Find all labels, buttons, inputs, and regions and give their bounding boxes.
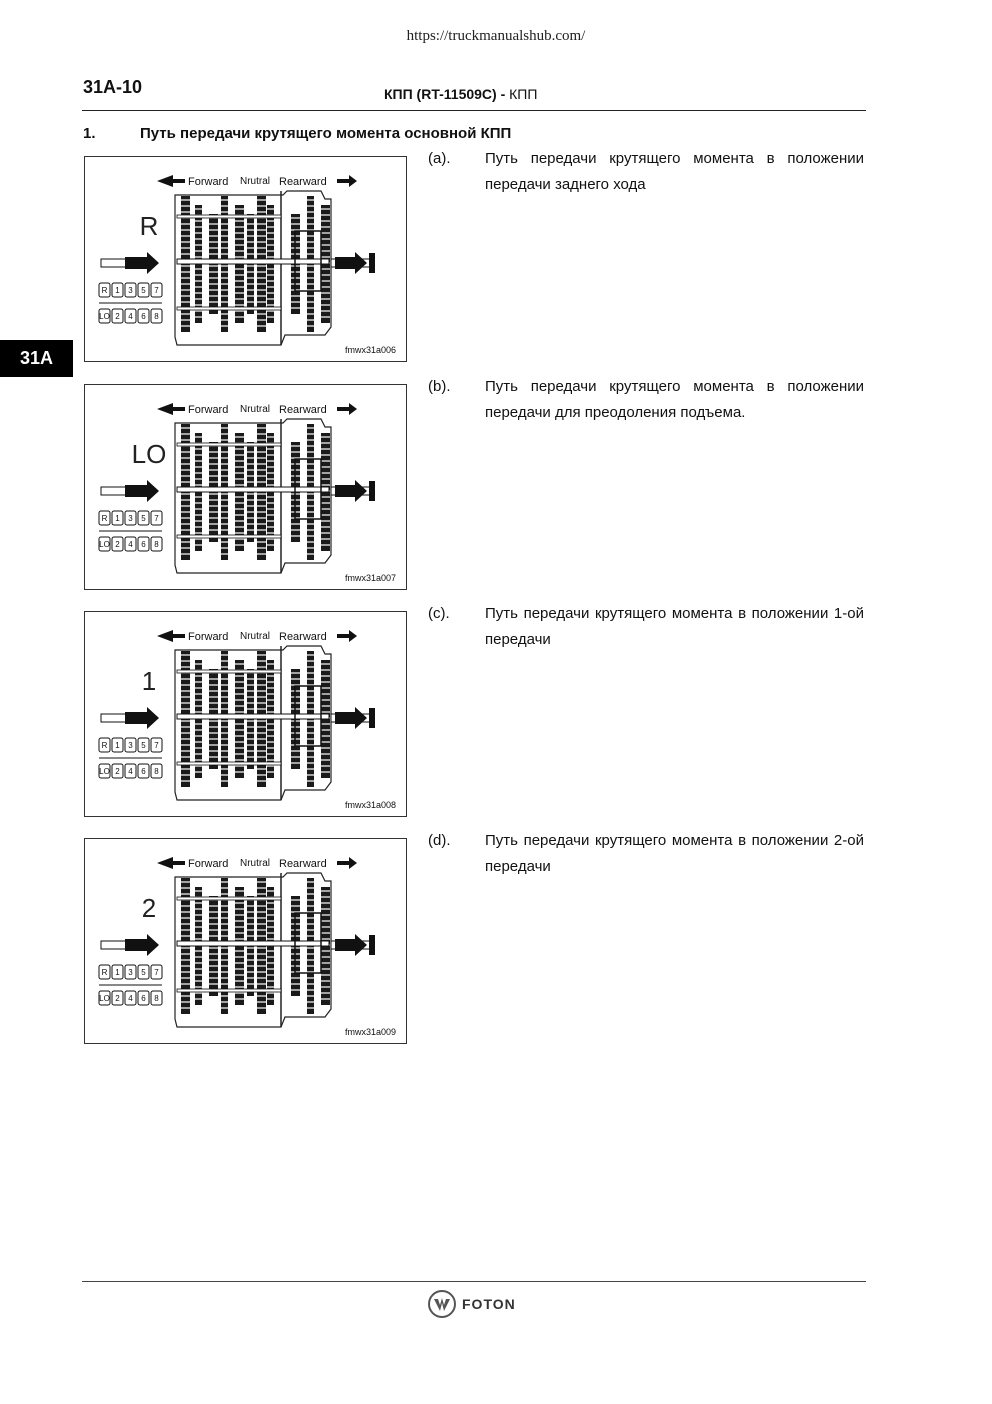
gearbox-diagram [85, 839, 408, 1045]
shift-cell-label: 2 [115, 994, 120, 1003]
main-shaft [177, 714, 329, 719]
shift-cell-label: R [101, 741, 108, 750]
direction-neutral-label: Nrutral [240, 176, 271, 187]
direction-forward-label: Forward [188, 858, 229, 870]
counter-shaft-upper [177, 215, 281, 218]
shift-cell-label: 3 [128, 286, 133, 295]
gearbox-diagram [85, 612, 408, 818]
counter-shaft-upper [177, 443, 281, 446]
section-number: 1. [83, 125, 96, 142]
left-arrow-icon [157, 857, 185, 869]
shift-cell-label: 4 [128, 994, 133, 1003]
figure-code: fmwx31a008 [344, 800, 396, 810]
gear-position-label: LO [131, 439, 167, 469]
right-arrow-icon [337, 403, 357, 415]
counter-shaft-lower [177, 762, 281, 765]
shift-cell-label: 6 [141, 994, 146, 1003]
counter-shaft-upper [177, 670, 281, 673]
figure-b [84, 384, 407, 590]
item-text: Путь передачи крутящего момента в положении передачи заднего хода [485, 150, 864, 193]
shift-cell-label: 8 [154, 312, 159, 321]
shift-cell-label: 6 [141, 540, 146, 549]
figure-code: fmwx31a006 [344, 345, 396, 355]
input-arrow-icon [125, 480, 159, 502]
foton-logo [427, 1289, 516, 1319]
header-rule [82, 110, 866, 111]
shift-cell-label: LO [99, 767, 110, 776]
input-arrow-icon [125, 707, 159, 729]
gear-position-label: 2 [141, 893, 157, 923]
gearbox-diagram [85, 385, 408, 591]
item-text: Путь передачи крутящего момента в положении 1-ой передачи [485, 605, 864, 648]
counter-shaft-lower [177, 535, 281, 538]
item-b [428, 374, 864, 425]
item-text: Путь передачи крутящего момента в положении передачи для преодоления подъема. [485, 378, 864, 421]
output-flange [369, 935, 375, 955]
main-shaft [177, 259, 329, 264]
input-arrow-icon [125, 252, 159, 274]
shift-cell-label: 2 [115, 312, 120, 321]
shift-cell-label: 3 [128, 514, 133, 523]
shift-cell-label: R [101, 968, 108, 977]
figure-a [84, 156, 407, 362]
shift-cell-label: 1 [115, 286, 120, 295]
footer-rule [82, 1281, 866, 1282]
direction-forward-label: Forward [188, 631, 229, 643]
foton-emblem-icon [427, 1289, 457, 1319]
main-shaft [177, 487, 329, 492]
header-title [384, 86, 537, 102]
right-arrow-icon [337, 857, 357, 869]
output-flange [369, 253, 375, 273]
right-arrow-icon [337, 630, 357, 642]
counter-shaft-lower [177, 307, 281, 310]
shift-cell-label: R [101, 514, 108, 523]
shift-cell-label: 6 [141, 312, 146, 321]
shift-cell-label: 7 [154, 286, 159, 295]
output-arrow-icon [335, 480, 367, 502]
shift-cell-label: 7 [154, 741, 159, 750]
shift-cell-label: 1 [115, 741, 120, 750]
item-label: (c). [428, 605, 450, 622]
gear-position-label: R [139, 211, 159, 241]
counter-shaft-lower [177, 989, 281, 992]
shift-cell-label: 2 [115, 540, 120, 549]
shift-cell-label: 8 [154, 767, 159, 776]
item-c [428, 601, 864, 652]
right-arrow-icon [337, 175, 357, 187]
figure-code: fmwx31a007 [344, 573, 396, 583]
shift-cell-label: 7 [154, 968, 159, 977]
shift-cell-label: 5 [141, 968, 146, 977]
output-arrow-icon [335, 707, 367, 729]
left-arrow-icon [157, 630, 185, 642]
source-url: https://truckmanualshub.com/ [406, 28, 586, 44]
section-title [83, 125, 511, 142]
shift-cell-label: 5 [141, 741, 146, 750]
header-title-regular: КПП [505, 86, 538, 102]
chapter-side-tab: 31A [0, 340, 73, 377]
shift-cell-label: 4 [128, 540, 133, 549]
main-shaft [177, 941, 329, 946]
shift-cell-label: 4 [128, 312, 133, 321]
page-number: 31A-10 [83, 77, 143, 97]
direction-rearward-label: Rearward [279, 176, 327, 188]
direction-rearward-label: Rearward [279, 631, 327, 643]
item-a [428, 146, 864, 197]
figure-c [84, 611, 407, 817]
direction-rearward-label: Rearward [279, 858, 327, 870]
shift-cell-label: 5 [141, 286, 146, 295]
header-title-bold: КПП (RT-11509C) - [384, 86, 506, 102]
item-text: Путь передачи крутящего момента в положении 2-ой передачи [485, 832, 864, 875]
shift-cell-label: 8 [154, 540, 159, 549]
output-flange [369, 708, 375, 728]
output-arrow-icon [335, 934, 367, 956]
shift-cell-label: 1 [115, 968, 120, 977]
shift-cell-label: 4 [128, 767, 133, 776]
output-flange [369, 481, 375, 501]
left-arrow-icon [157, 175, 185, 187]
item-d [428, 828, 864, 879]
shift-cell-label: 1 [115, 514, 120, 523]
shift-cell-label: LO [99, 312, 110, 321]
left-arrow-icon [157, 403, 185, 415]
shift-cell-label: LO [99, 994, 110, 1003]
shift-cell-label: 2 [115, 767, 120, 776]
input-arrow-icon [125, 934, 159, 956]
item-label: (a). [428, 150, 451, 167]
item-label: (b). [428, 378, 451, 395]
section-heading: Путь передачи крутящего момента основной КПП [140, 125, 512, 142]
direction-neutral-label: Nrutral [240, 858, 271, 869]
shift-cell-label: 6 [141, 767, 146, 776]
shift-cell-label: R [101, 286, 108, 295]
direction-rearward-label: Rearward [279, 404, 327, 416]
shift-cell-label: 3 [128, 741, 133, 750]
direction-forward-label: Forward [188, 404, 229, 416]
shift-cell-label: 3 [128, 968, 133, 977]
figure-d [84, 838, 407, 1044]
gear-position-label: 1 [141, 666, 157, 696]
gearbox-diagram [85, 157, 408, 363]
direction-neutral-label: Nrutral [240, 631, 271, 642]
output-arrow-icon [335, 252, 367, 274]
figure-code: fmwx31a009 [344, 1027, 396, 1037]
shift-cell-label: LO [99, 540, 110, 549]
item-label: (d). [428, 832, 451, 849]
direction-neutral-label: Nrutral [240, 404, 271, 415]
direction-forward-label: Forward [188, 176, 229, 188]
shift-cell-label: 5 [141, 514, 146, 523]
shift-cell-label: 7 [154, 514, 159, 523]
counter-shaft-upper [177, 897, 281, 900]
brand-wordmark: FOTON [462, 1296, 516, 1312]
shift-cell-label: 8 [154, 994, 159, 1003]
